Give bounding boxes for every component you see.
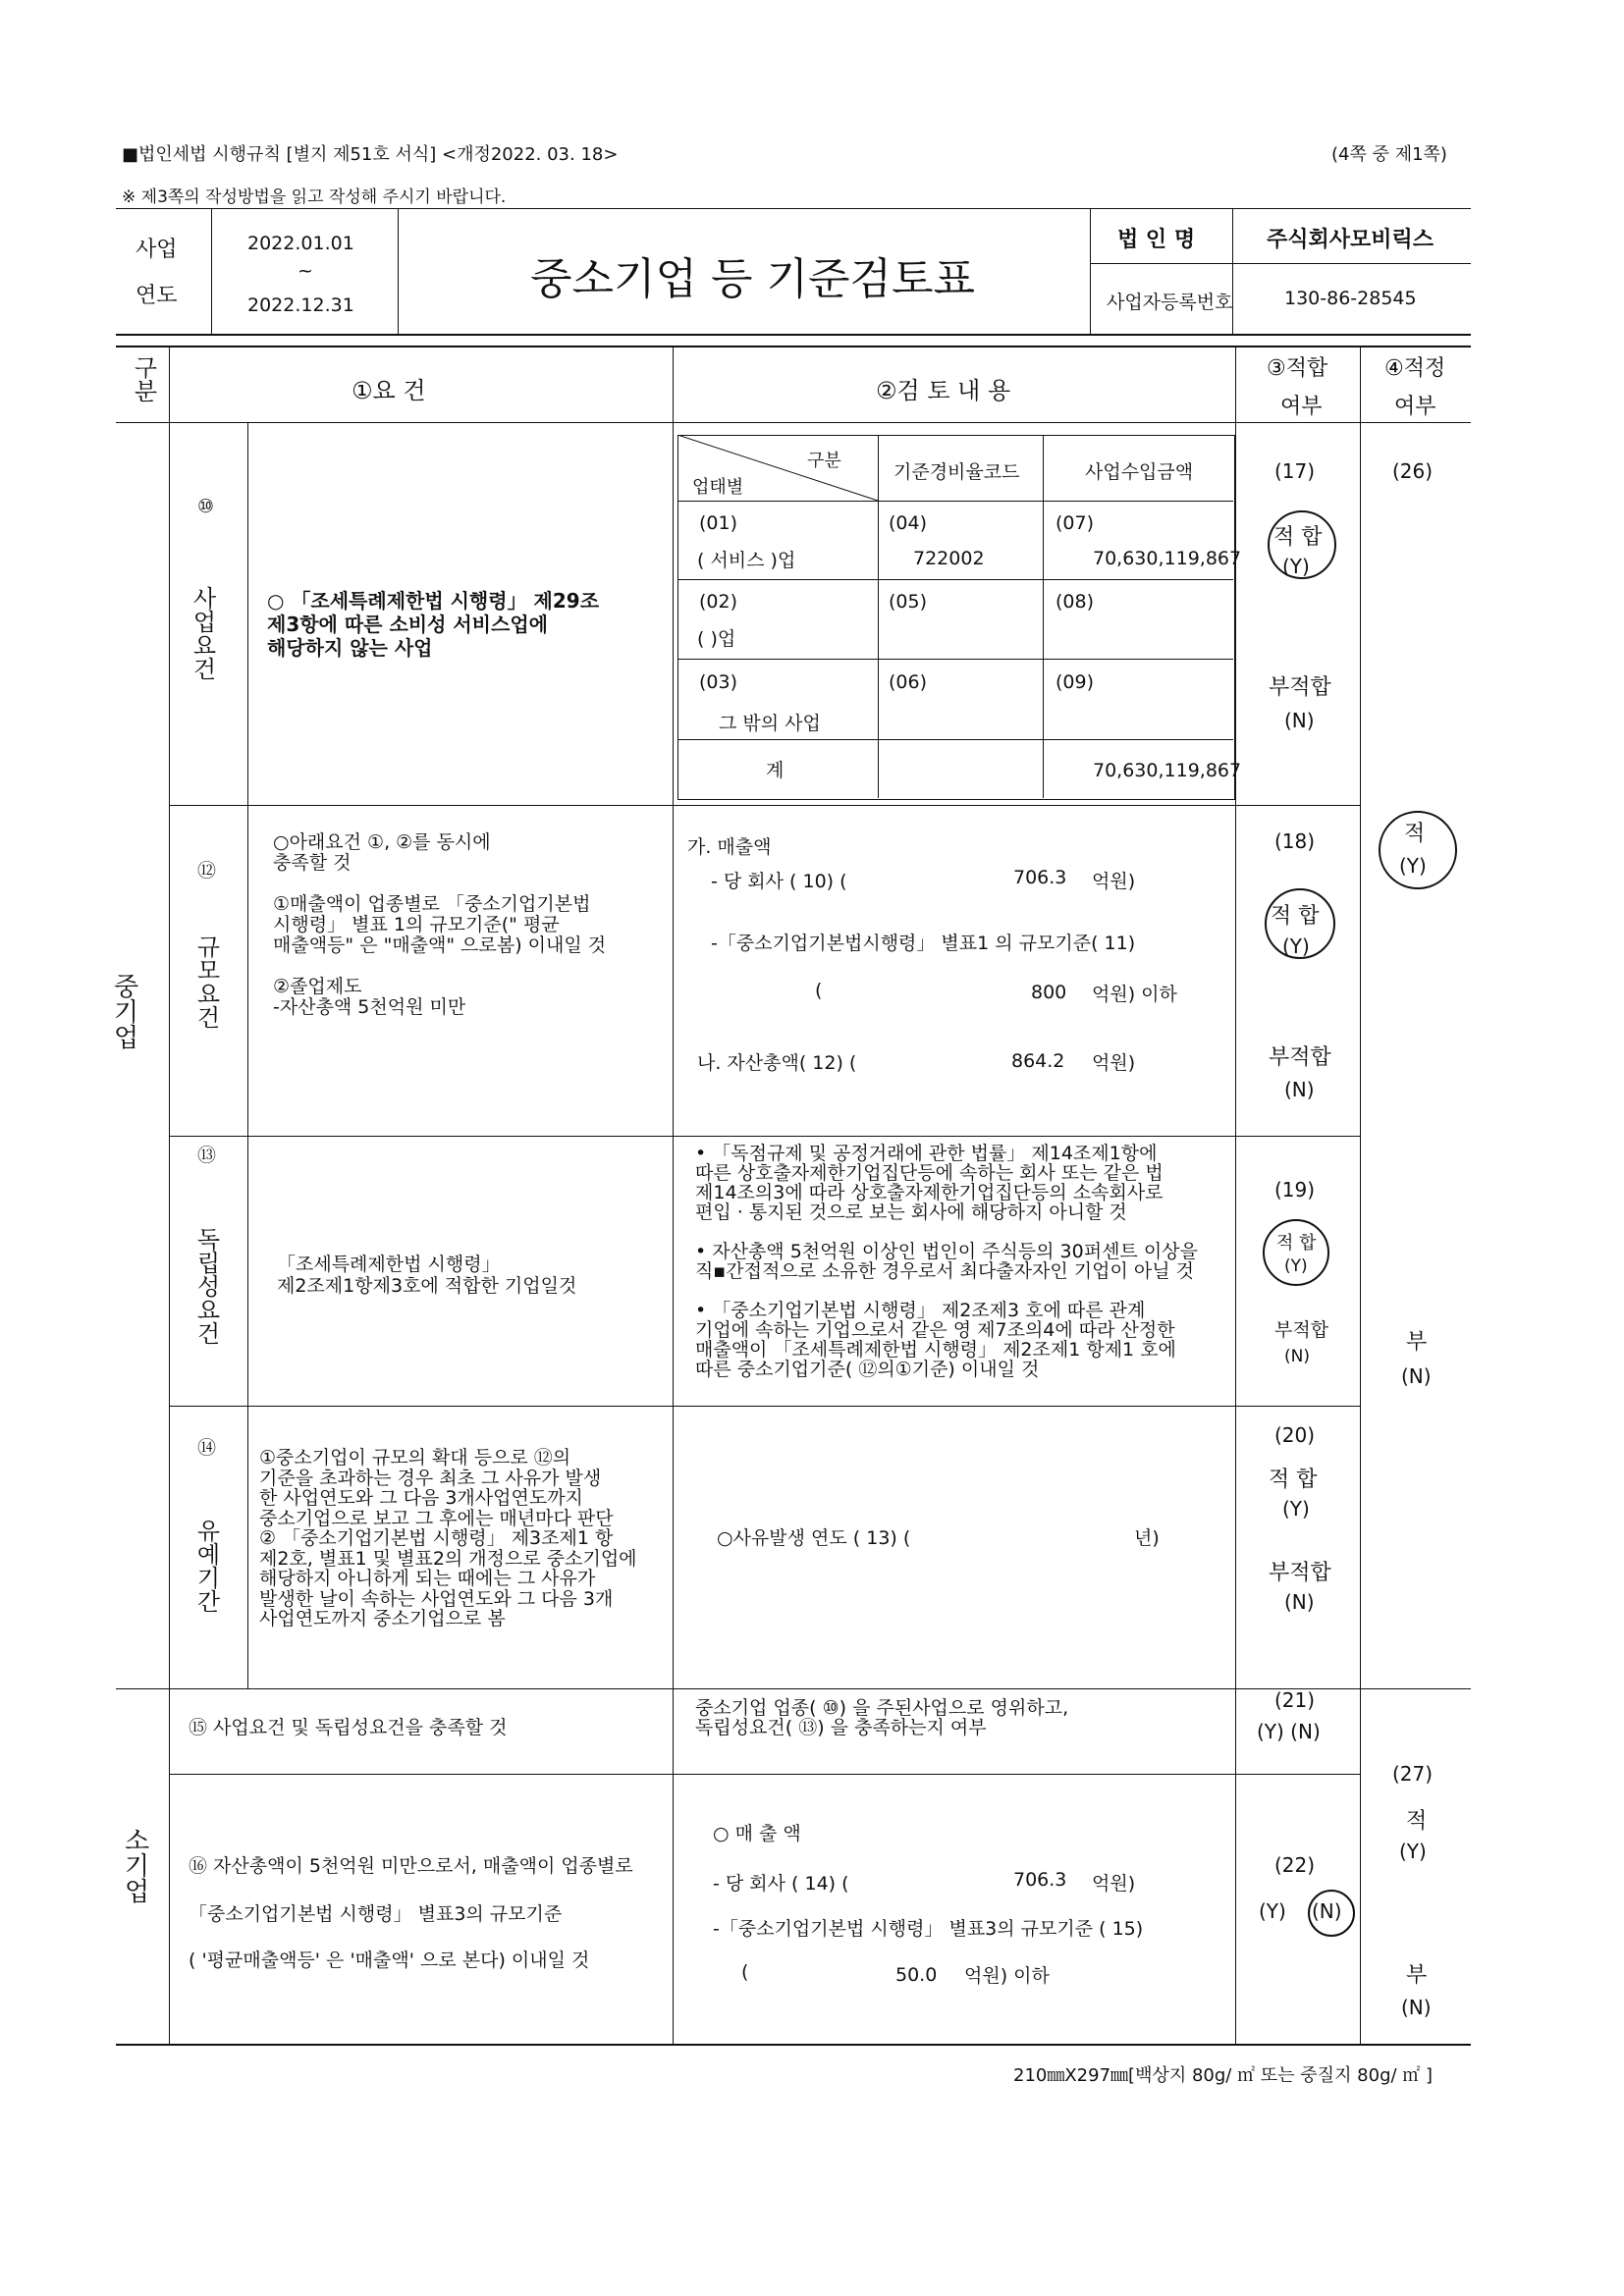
r104-fit-yes-y: (Y) (1282, 1497, 1310, 1521)
col4-sme-no: (26) (1392, 459, 1434, 483)
r106-review-a1-unit: 억원) (1092, 1873, 1136, 1895)
total-label: 계 (766, 760, 785, 781)
r106-review-a1: - 당 회사 ( 14) ( (713, 1873, 849, 1895)
r104-fit-no-label: 부적합 (1269, 1561, 1331, 1585)
row1-amount: 70,630,119,867 (1093, 548, 1242, 569)
col4-sme-no-label: 부 (1406, 1330, 1428, 1355)
r103-fit-yes-y: (Y) (1284, 1256, 1308, 1276)
r104-fit-yes: 적 합 (1269, 1468, 1318, 1492)
r106-fit-no-n: (N) (1312, 1899, 1342, 1923)
row1-name: ( 서비스 )업 (697, 550, 796, 571)
fiscal-year-label-1: 사업 (135, 238, 178, 262)
r106-review-a2: -「중소기업기본법 시행령」 별표3의 규모기준 ( 15) (713, 1918, 1144, 1940)
row1-code-no: (04) (889, 512, 928, 534)
col4-sme-yes: 적 (1404, 822, 1426, 846)
r102-review-a2-unit: 억원) 이하 (1092, 984, 1177, 1005)
r104-review: ○사유발생 연도 ( 13) ( (717, 1527, 911, 1549)
bizno-value: 130-86-28545 (1284, 288, 1417, 309)
row2-amt-no: (08) (1056, 591, 1095, 613)
r102-review-b: 나. 자산총액( 12) ( (697, 1052, 857, 1074)
r104-fit-no: (20) (1274, 1423, 1316, 1447)
section-small: 소기업 (120, 1827, 149, 1903)
fiscal-year-label-2: 연도 (135, 284, 178, 308)
row2-no: (02) (699, 591, 738, 613)
r102-fit-no: (18) (1274, 829, 1316, 853)
row2-name: ( )업 (697, 628, 736, 650)
r101-label: 사업요건 (189, 586, 216, 680)
r105-review: 중소기업 업종( ⑩) 을 주된사업으로 영위하고, 독립성요건( ⑬) 을 충족하는지 여부 (695, 1697, 1069, 1738)
col4-small-yes: 적 (1406, 1809, 1428, 1834)
r101-fit-yes-y: (Y) (1282, 555, 1310, 578)
fiscal-tilde: ~ (298, 260, 313, 282)
tbl-amount-header: 사업수입금액 (1085, 461, 1194, 483)
r104-fit-no-n: (N) (1284, 1590, 1315, 1614)
r106-review-a3-val: 50.0 (895, 1964, 938, 1986)
r106-requirement-3: ( '평균매출액등' 은 '매출액' 으로 본다) 이내일 것 (189, 1949, 590, 1971)
row2-code-no: (05) (889, 591, 928, 613)
col4-sme-no-n: (N) (1401, 1364, 1432, 1388)
col-fit4-header: ④적정 (1384, 356, 1446, 381)
r106-requirement-2: 「중소기업기본법 시행령」 별표3의 규모기준 (189, 1903, 563, 1925)
tbl-code-header: 기준경비율코드 (893, 461, 1020, 483)
row1-amt-no: (07) (1056, 512, 1095, 534)
section-medium: 중기업 (109, 973, 138, 1049)
r102-fit-no-n: (N) (1284, 1078, 1315, 1101)
r105-requirement: ⑮ 사업요건 및 독립성요건을 충족할 것 (189, 1717, 508, 1738)
r103-number: ⑬ (197, 1145, 217, 1166)
paper-spec: 210㎜X297㎜[백상지 80g/ ㎡ 또는 중질지 80g/ ㎡ ] (1013, 2065, 1434, 2086)
row1-code: 722002 (913, 548, 985, 569)
r103-label: 독립성요건 (192, 1227, 220, 1345)
r106-requirement-1: ⑯ 자산총액이 5천억원 미만으로서, 매출액이 업종별로 (189, 1855, 633, 1877)
r106-fit-yes: (Y) (1259, 1899, 1286, 1923)
r101-requirement: ○ 「조세특례제한법 시행령」 제29조 제3항에 따른 소비성 서비스업에 해당하지 않는 사업 (267, 589, 600, 660)
r102-review-a1: - 당 회사 ( 10) ( (711, 871, 847, 892)
bizno-label: 사업자등록번호 (1107, 292, 1233, 313)
row3-code-no: (06) (889, 671, 928, 693)
fiscal-end: 2022.12.31 (247, 294, 354, 316)
col4-small-no-label: 부 (1406, 1963, 1428, 1988)
page-indicator: (4쪽 중 제1쪽) (1331, 144, 1447, 165)
r102-review-b-unit: 억원) (1092, 1052, 1136, 1074)
r104-requirement: ①중소기업이 규모의 확대 등으로 ⑫의 기준을 초과하는 경우 최초 그 사유가 발생 한 사업연도와 그 다음 3개사업연도까지 중소기업으로 보고 그 후에는 매년마다 판단 ② 「중소기업기본법 시행령」 제3조제1 항 제2호, 별표1 및 별표2의 개정으로 중소기업에 해당하지 아니하게 되는 때에는 그 사유가 발생한 날이 속하는 사업연도와 그 다음 3개 사업연도까지 중소기업으로 봄 (259, 1447, 637, 1629)
r102-review-a1-unit: 억원) (1092, 871, 1136, 892)
col-fit4-sub: 여부 (1394, 395, 1436, 419)
col-fit3-header: ③적합 (1267, 356, 1328, 381)
col-gubun-header: 구분 (130, 355, 157, 402)
r103-fit-no-label: 부적합 (1274, 1319, 1329, 1341)
r102-review-b-val: 864.2 (1011, 1050, 1065, 1072)
r102-number: ⑫ (197, 860, 217, 881)
instruction-note: ※ 제3쪽의 작성방법을 읽고 작성해 주시기 바랍니다. (122, 187, 507, 207)
r101-fit-yes: 적 합 (1273, 525, 1323, 550)
col-fit3-sub: 여부 (1280, 395, 1323, 419)
r104-number: ⑭ (197, 1437, 217, 1459)
corp-name-label: 법 인 명 (1117, 228, 1196, 252)
r102-review-a2: -「중소기업기본법시행령」 별표1 의 규모기준( 11) (711, 933, 1136, 954)
page-title: 중소기업 등 기준검토표 (530, 254, 976, 304)
tbl-type: 업태별 (692, 477, 744, 498)
r102-review-a: 가. 매출액 (687, 836, 772, 858)
tbl-gubun: 구분 (807, 451, 841, 471)
r102-label: 규모요건 (192, 934, 220, 1029)
total-amount: 70,630,119,867 (1093, 760, 1242, 781)
form-rule: ■법인세법 시행규칙 [별지 제51호 서식] <개정2022. 03. 18> (122, 144, 619, 165)
r104-review-end: 년) (1134, 1527, 1160, 1549)
r106-review-a3-open: ( (741, 1961, 749, 1983)
r105-fit-yn: (Y) (N) (1257, 1720, 1321, 1743)
col-requirement-header: ①요 건 (352, 377, 426, 404)
row3-amt-no: (09) (1056, 671, 1095, 693)
r103-fit-yes: 적 합 (1276, 1233, 1317, 1254)
corp-name-value: 주식회사모비릭스 (1267, 228, 1435, 252)
r102-review-a2-open: ( (815, 980, 823, 1001)
row3-no: (03) (699, 671, 738, 693)
r103-fit-no: (19) (1274, 1178, 1316, 1201)
r102-requirement: ○아래요건 ①, ②를 동시에 충족할 것 ①매출액이 업종별로 「중소기업기본법 시행령」 별표 1의 규모기준(" 평균 매출액등" 은 "매출액" 으로봄) 이내일 것 ②졸업제도 -자산총액 5천억원 미만 (273, 831, 607, 1018)
row3-name: 그 밖의 사업 (719, 713, 821, 734)
r101-number: ⑩ (197, 496, 215, 517)
r106-fit-no: (22) (1274, 1853, 1316, 1877)
r103-requirement: 「조세특례제한법 시행령」 제2조제1항제3호에 적합한 기업일것 (277, 1254, 577, 1297)
r103-fit-no-n: (N) (1284, 1347, 1310, 1366)
r102-fit-no-label: 부적합 (1269, 1045, 1331, 1070)
col4-small-no-n: (N) (1401, 1996, 1432, 2019)
r106-review-a: ○ 매 출 액 (713, 1823, 801, 1844)
col4-small-no: (27) (1392, 1762, 1434, 1786)
r102-fit-yes: 적 합 (1271, 904, 1320, 929)
r101-fit-no-n: (N) (1284, 709, 1315, 732)
r101-fit-no-label: 부적합 (1269, 675, 1331, 700)
r101-fit-no: (17) (1274, 459, 1316, 483)
col4-small-yes-y: (Y) (1399, 1840, 1427, 1863)
r104-label: 유예기간 (192, 1519, 220, 1613)
r102-fit-yes-y: (Y) (1282, 934, 1310, 958)
col-review-header: ②검 토 내 용 (876, 377, 1011, 404)
r103-review: • 「독점규제 및 공정거래에 관한 법률」 제14조제1항에 따른 상호출자제한기업집단등에 속하는 회사 또는 같은 법 제14조의3에 따라 상호출자제한기업집단등의 소속회사로 편입 · 통지된 것으로 보는 회사에 해당하지 아니할 것 • 자산총액 5천억원 이상인 법인이 주식등의 30퍼센트 이상을 직▪간접적으로 소유한 경우로서 최다출자자인 기업이 아닐 것 • 「중소기업기본법 시행령」 제2조제3 호에 따른 관계 기업에 속하는 기업으로서 같은 영 제7조의4에 따라 산정한 매출액이 「조세특례제한법 시행령」 제2조제1 항제1 호에 따른 중소기업기준( ⑫의①기준) 이내일 것 (695, 1143, 1198, 1380)
r102-review-a2-val: 800 (1031, 982, 1067, 1003)
r102-review-a1-val: 706.3 (1013, 867, 1067, 888)
fiscal-start: 2022.01.01 (247, 233, 354, 254)
r106-review-a1-val: 706.3 (1013, 1869, 1067, 1891)
col4-sme-yes-y: (Y) (1399, 854, 1427, 878)
r105-fit-no: (21) (1274, 1688, 1316, 1712)
r106-review-a3-unit: 억원) 이하 (964, 1965, 1050, 1987)
row1-no: (01) (699, 512, 738, 534)
